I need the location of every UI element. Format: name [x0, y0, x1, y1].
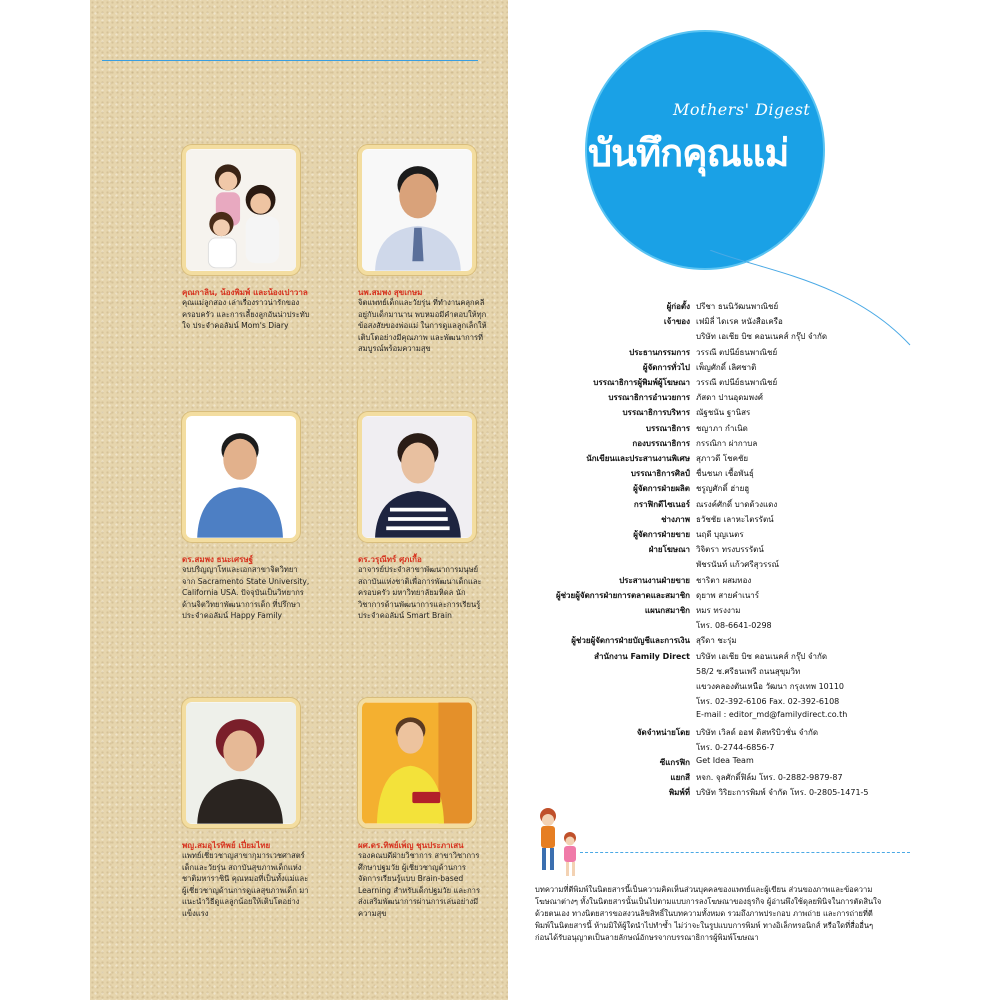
staff-row	[530, 498, 980, 511]
divider-line	[580, 852, 910, 853]
staff-name: ปรีชา ธนนิวัฒนพาณิชย์	[696, 302, 779, 311]
staff-role: พิมพ์ที่	[668, 788, 690, 798]
staff-role: ช่างภาพ	[661, 514, 690, 524]
staff-role: ประสานงานฝ่ายขาย	[619, 575, 690, 585]
staff-row	[530, 315, 980, 328]
man-portrait-icon	[186, 416, 296, 538]
staff-row	[530, 574, 980, 587]
logo-script-text: Mothers' Digest	[673, 100, 811, 119]
contributor-bio: แพทย์เชี่ยวชาญสาขากุมารเวชศาสตร์เด็กและวัยรุ่น สถาบันสุขภาพเด็กแห่งชาติมหาราชินี คุณหมอที่เป็นทั้งแม่และผู้เชี่ยวชาญด้านการดูแลสุขภาพเด็ก มาแนะนำวิธีดูแลลูกน้อยให้เติบโตอย่างแข็งแรง	[182, 851, 309, 918]
staff-name: ชรูญศักดิ์ ฮ่ายฮู	[696, 484, 750, 494]
staff-role: บรรณาธิการอำนวยการ	[608, 393, 690, 403]
staff-name: พัชรนันท์ แก้วศรีสุวรรณ์	[696, 560, 780, 570]
staff-row	[530, 650, 980, 663]
contributor-name: นพ.สมพง สุขเกษม	[358, 288, 423, 297]
staff-role: นักเขียนและประสานงานพิเศษ	[586, 454, 690, 463]
staff-row	[530, 771, 980, 784]
staff-role: บรรณาธิการศิลป์	[630, 469, 690, 479]
staff-row	[530, 422, 980, 435]
staff-row	[530, 513, 980, 526]
staff-role: ผู้จัดการทั่วไป	[642, 362, 690, 372]
contributor-bio: รองคณบดีฝ่ายวิชาการ สาขาวิชาการศึกษาปฐมวัย ผู้เชี่ยวชาญด้านการจัดการเรียนรู้แบบ Brain-based Learning สำหรับเด็กปฐมวัย และการส่งเสริมพัฒนาการผ่านการเล่นอย่างมีความสุข	[358, 851, 481, 918]
staff-name: โทร. 02-392-6106 Fax. 02-392-6108	[696, 697, 840, 707]
staff-name: ชญาภา กำเนิด	[696, 423, 748, 433]
staff-row	[530, 376, 980, 389]
staff-name: บริษัท เวิลด์ ออฟ ดิสทริบิวชั่น จำกัด	[696, 727, 819, 737]
staff-name: กรรณิกา ผ่ากาบล	[696, 438, 758, 448]
contributors-panel	[90, 0, 508, 1000]
contributor-name: ดร.สมพง ธนะเศรษฐ์	[182, 555, 254, 564]
staff-row	[530, 695, 980, 708]
staff-name: บริษัท วิริยะการพิมพ์ จำกัด โทร. 0-2805-1471-5	[696, 788, 869, 798]
divider-line	[102, 60, 478, 61]
staff-role: กองบรรณาธิการ	[632, 438, 690, 448]
staff-name: 58/2 ซ.ศรีธนเพรี ถนนสุขุมวิท	[696, 666, 801, 676]
contributor-photo-doctor	[182, 698, 300, 828]
contributor-photo-reader	[358, 698, 476, 828]
copyright-disclaimer: บทความที่ตีพิมพ์ในนิตยสารนี้เป็นความคิดเห็นส่วนบุคคลของแพทย์และผู้เขียน ส่วนของภาพและข้อความโฆษณาต่างๆ ทั้งในนิตยสารนั้นเป็นไปตามแบบการลงโฆษณาของธุรกิจ ผู้อ่านพึงใช้ดุลยพินิจในการตัดสินใจด้วยตนเอง ทางนิตยสารขอสงวนลิขสิทธิ์ในบทความทั้งหมด รวมถึงภาพประกอบ ภาพถ่าย และการถ่ายที่ตีพิมพ์ในนิตยสารนี้ ห้ามมิให้ผู้ใดนำไปทำซ้ำ ไม่ว่าจะในรูปแบบการพิมพ์ ทางอิเล็กทรอนิกส์ หรือใดที่สื่ออื่นๆ ก่อนได้รับอนุญาตเป็นลายลักษณ์อักษรจากบรรณาธิการผู้พิมพ์โฆษณา	[535, 885, 882, 942]
kids-illustration-icon	[528, 802, 588, 882]
contributor-bio: คุณแม่ลูกสอง เล่าเรื่องราวน่ารักของครอบครัว และการเลี้ยงลูกอันน่าประทับใจ ประจำคอลัมน์ Mom's Diary	[182, 298, 310, 330]
staff-name: วรรณี ตปนีย์ธนพาณิชย์	[696, 378, 778, 387]
contributor-photo-young-man	[182, 412, 300, 542]
staff-row	[530, 406, 980, 419]
woman-portrait-icon	[186, 702, 296, 824]
contributor-name: คุณกาลิน, น้องพิมพ์ และน้องเปาวาล	[182, 288, 308, 297]
staff-role: ประธานกรรมการ	[629, 347, 690, 357]
staff-row	[530, 543, 980, 556]
staff-row	[530, 452, 980, 465]
staff-row	[530, 726, 980, 739]
contributor-photo-woman	[358, 412, 476, 542]
contributor-photo-man	[358, 145, 476, 275]
staff-name: วรรณี ตปนีย์ธนพาณิชย์	[696, 347, 778, 357]
staff-name: วิจิตรา ทรงบรรรัตน์	[696, 545, 764, 555]
staff-row	[530, 346, 980, 359]
staff-name: บริษัท เอเชีย บิซ คอนเนคส์ กรุ๊ป จำกัด	[696, 332, 828, 342]
staff-role: กราฟิกดีไซเนอร์	[633, 499, 690, 509]
staff-row	[530, 741, 980, 754]
staff-row	[530, 710, 980, 723]
staff-row	[530, 300, 980, 313]
staff-role: ซีแกรฟิก	[659, 758, 690, 767]
staff-row	[530, 482, 980, 495]
staff-role: เจ้าของ	[663, 317, 690, 327]
staff-name: แขวงคลองตันเหนือ วัฒนา กรุงเทพ 10110	[696, 682, 845, 691]
contributor-name: ผศ.ดร.ทิพย์เพ็ญ ชุนประภาเสน	[358, 841, 464, 850]
contributor-name: ดร.วรุณีทร์ ศุภเกื้อ	[358, 555, 422, 564]
staff-name: เฟมิลี่ ไดเรค หนังสือเครือ	[696, 317, 783, 327]
staff-name: โทร. 08-6641-0298	[696, 621, 772, 631]
staff-row	[530, 589, 980, 602]
staff-name: ณรงค์ศักดิ์ บาดด้วงแดง	[696, 499, 778, 509]
staff-name: ดุยาพ สายคำเนาร์	[696, 590, 760, 600]
staff-role: บรรณาธิการผู้พิมพ์ผู้โฆษณา	[593, 378, 690, 387]
contributor-photo-family	[182, 145, 300, 275]
staff-row	[530, 634, 980, 647]
staff-row	[530, 437, 980, 450]
woman-portrait-icon	[362, 416, 472, 538]
staff-role: แผนกสมาชิก	[644, 606, 690, 615]
staff-name: Get Idea Team	[696, 756, 754, 765]
contributor-bio: อาจารย์ประจำสาขาพัฒนาการมนุษย์ สถาบันแห่งชาติเพื่อการพัฒนาเด็กและครอบครัว มหาวิทยาลัยมหิดล นักวิชาการด้านพัฒนาการและการเรียนรู้ ประจำคอลัมน์ Smart Brain	[358, 565, 482, 620]
staff-name: ภัสดา ปานอุดมพงศ์	[696, 393, 763, 403]
staff-role: ผู้ช่วยผู้จัดการฝ่ายบัญชีและการเงิน	[571, 636, 690, 646]
contributor-bio: จบปริญญาโทและเอกสาขาจิตวิทยา จาก Sacramento State University, California USA. ปัจจุบันเป็นวิทยากรด้านจิตวิทยาพัฒนาการเด็ก ที่ปรึกษาประจำคอลัมน์ Happy Family	[182, 565, 310, 620]
staff-name: ชาริตา ผสมทอง	[696, 575, 752, 585]
staff-role: บรรณาธิการ	[645, 423, 690, 433]
staff-role: ผู้จัดการฝ่ายขาย	[633, 530, 690, 539]
staff-name: บริษัท เอเชีย บิซ คอนเนคส์ กรุ๊ป จำกัด	[696, 651, 828, 661]
staff-row	[530, 391, 980, 404]
staff-role: จัดจำหน่ายโดย	[636, 727, 690, 737]
man-portrait-icon	[362, 149, 472, 271]
logo-title: บันทึกคุณแม่	[588, 131, 789, 175]
family-photo-icon	[186, 149, 296, 271]
staff-role: สำนักงาน Family Direct	[594, 651, 690, 661]
staff-name: E-mail : editor_md@familydirect.co.th	[696, 710, 848, 720]
staff-row	[530, 756, 980, 769]
staff-name: ณัฐชนัน ฐานิสร	[696, 408, 751, 418]
staff-name: นฤดี บุญเนตร	[696, 530, 744, 539]
staff-name: สุภาวดี โชคชัย	[696, 454, 749, 463]
staff-name: หมร ทรงงาม	[696, 606, 741, 615]
contributor-name: พญ.สมอุไรทิพย์ เปี่ยมไทย	[182, 841, 271, 850]
staff-role: ฝ่ายโฆษณา	[648, 545, 690, 555]
staff-role: บรรณาธิการบริหาร	[622, 408, 690, 418]
staff-row	[530, 619, 980, 632]
staff-row	[530, 361, 980, 374]
staff-name: ชื่นชนก เชื้อพันธุ์	[696, 469, 754, 479]
staff-row	[530, 665, 980, 678]
staff-name: สุรีดา ชะรุ่ม	[696, 636, 737, 646]
staff-row	[530, 558, 980, 571]
staff-role: แยกสี	[670, 773, 690, 783]
staff-name: ธวัชชัย เลาหะไตรรัตน์	[696, 514, 774, 524]
staff-name: หจก. จุลศักดิ์ฟิล์ม โทร. 0-2882-9879-87	[696, 773, 843, 783]
staff-name: เพ็ญศักดิ์ เลิศชาติ	[696, 362, 757, 372]
woman-reading-icon	[362, 702, 472, 824]
staff-role: ผู้จัดการฝ่ายผลิต	[633, 484, 690, 494]
staff-row	[530, 528, 980, 541]
staff-row	[530, 467, 980, 480]
staff-role: ผู้ก่อตั้ง	[666, 302, 690, 311]
staff-name: โทร. 0-2744-6856-7	[696, 742, 775, 752]
staff-row	[530, 680, 980, 693]
staff-row	[530, 786, 980, 799]
contributor-bio: จิตแพทย์เด็กและวัยรุ่น ที่ทำงานคลุกคลีอยู่กับเด็กมานาน พบหมอมีคำตอบให้ทุกข้อสงสัยของพ่อแม่ ในการดูแลลูกเล็กให้เติบโตอย่างมีคุณภาพ และพัฒนาการที่สมบูรณ์พร้อมความสุข	[358, 298, 487, 353]
staff-role: ผู้ช่วยผู้จัดการฝ่ายการตลาดและสมาชิก	[555, 590, 690, 600]
staff-row	[530, 330, 980, 343]
staff-row	[530, 604, 980, 617]
